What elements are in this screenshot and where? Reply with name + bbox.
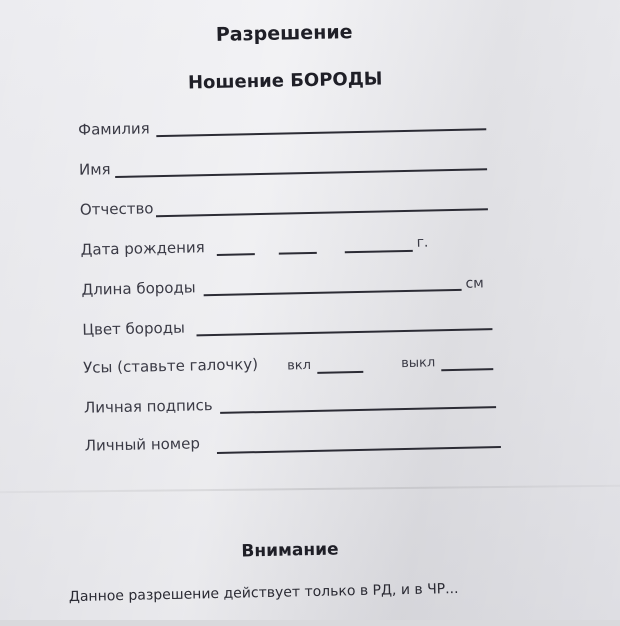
beard-color-line[interactable]: [196, 328, 492, 336]
beard-length-label: Длина бороды: [81, 278, 196, 299]
birth-day-line[interactable]: [217, 253, 255, 255]
mustache-on-line[interactable]: [317, 371, 363, 374]
mustache-label: Усы (ставьте галочку): [82, 355, 259, 377]
personal-number-label: Личный номер: [84, 434, 201, 455]
birth-year-suffix: г.: [416, 234, 429, 251]
mustache-off-label: выкл: [400, 355, 436, 372]
birth-date-label: Дата рождения: [80, 238, 205, 259]
mustache-off-line[interactable]: [441, 368, 493, 371]
attention-heading: Внимание: [241, 539, 339, 562]
document-title: Разрешение: [215, 21, 353, 46]
mustache-on-label: вкл: [287, 357, 312, 374]
validity-notice: Данное разрешение действует только в РД, и в ЧР...: [68, 580, 459, 606]
beard-color-label: Цвет бороды: [82, 318, 186, 339]
patronymic-label: Отчество: [79, 199, 154, 219]
personal-number-line[interactable]: [217, 446, 501, 454]
last-name-line[interactable]: [156, 128, 486, 137]
last-name-label: Фамилия: [77, 119, 150, 139]
signature-line[interactable]: [220, 406, 496, 413]
patronymic-line[interactable]: [156, 208, 488, 217]
signature-label: Личная подпись: [83, 396, 213, 417]
birth-year-line[interactable]: [345, 250, 413, 253]
beard-length-unit: см: [465, 275, 484, 292]
birth-month-line[interactable]: [279, 252, 317, 254]
beard-length-line[interactable]: [204, 289, 462, 296]
document-subtitle: Ношение БОРОДЫ: [187, 68, 383, 94]
first-name-label: Имя: [78, 160, 111, 179]
first-name-line[interactable]: [115, 168, 487, 177]
